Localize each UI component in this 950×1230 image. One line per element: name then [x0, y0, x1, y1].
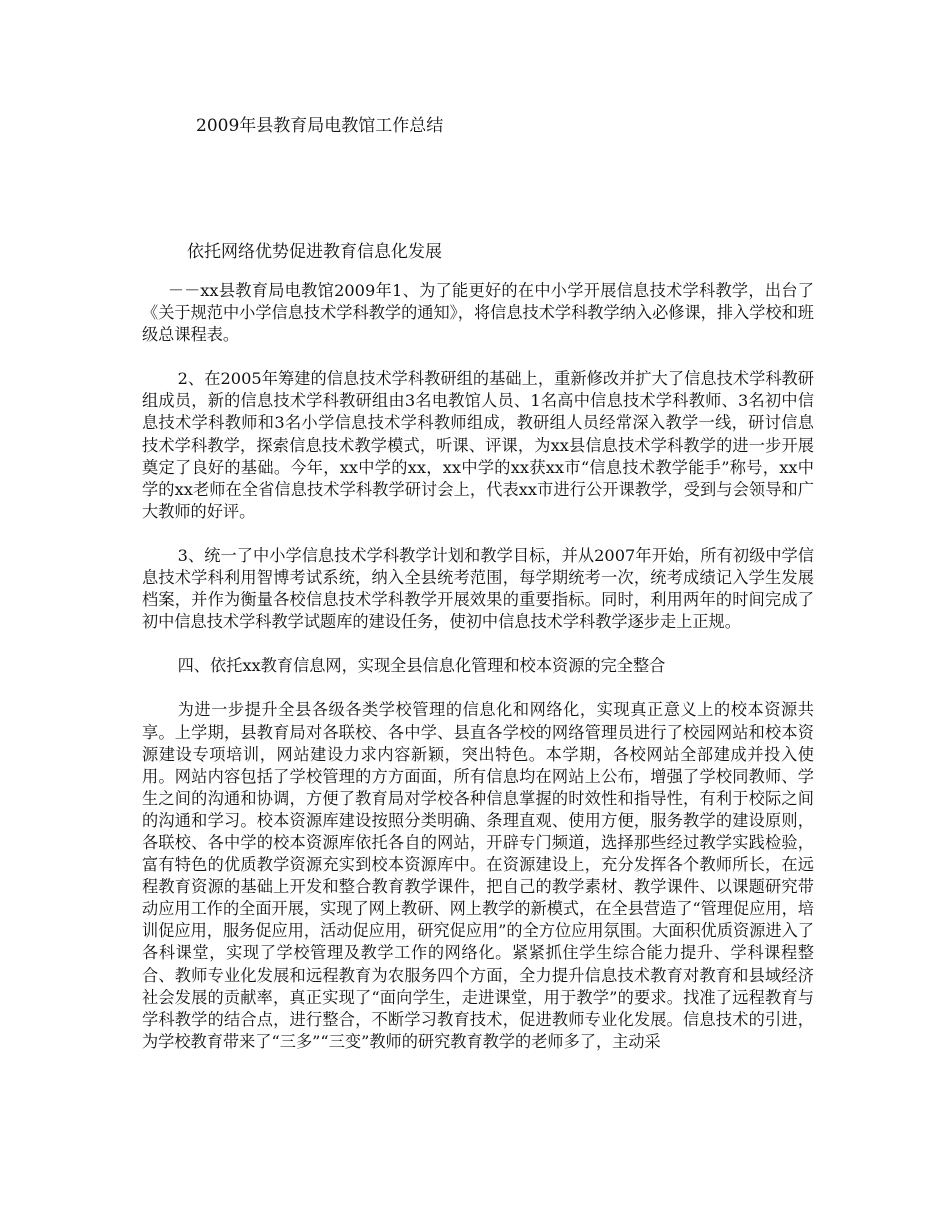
paragraph-intro: －－xx县教育局电教馆2009年1、为了能更好的在中小学开展信息技术学科教学，出台了《关于规范中小学信息技术学科教学的通知》，将信息技术学科教学纳入必修课，排入学校和班级总课程表。: [142, 281, 814, 345]
section-heading-4: 四、依托xx教育信息网，实现全县信息化管理和校本资源的完全整合: [177, 656, 666, 676]
document-body: [142, 280, 814, 1075]
paragraph-item-2: 2、在2005年筹建的信息技术学科教研组的基础上，重新修改并扩大了信息技术学科教研组成员，新的信息技术学科教研组由3名电教馆人员、1名高中信息技术学科教师、3名初中信息技术学科教师和3名小学信息技术学科教师组成，教研组人员经常深入教学一线，研讨信息技术学科教学，探索信息技术教学模式，听课、评课，为xx县信息技术学科教学的进一步开展奠定了良好的基础。今年，xx中学的xx，xx中学的xx获xx市“信息技术教学能手”称号，xx中学的xx老师在全省信息技术学科教学研讨会上，代表xx市进行公开课教学，受到与会领导和广大教师的好评。: [142, 369, 814, 521]
document-title: 2009年县教育局电教馆工作总结: [196, 116, 444, 136]
paragraph-section-4-body: 为进一步提升全县各级各类学校管理的信息化和网络化，实现真正意义上的校本资源共享。上学期，县教育局对各联校、各中学、县直各学校的网络管理员进行了校园网站和校本资源建设专项培训，网站建设力求内容新颖，突出特色。本学期，各校网站全部建成并投入使用。网站内容包括了学校管理的方方面面，所有信息均在网站上公布，增强了学校同教师、学生之间的沟通和协调，方便了教育局对学校各种信息掌握的时效性和指导性，有利于校际之间的沟通和学习。校本资源库建设按照分类明确、条理直观、使用方便，服务教学的建设原则，各联校、各中学的校本资源库依托各自的网站，开辟专门频道，选择那些经过教学实践检验，富有特色的优质教学资源充实到校本资源库中。在资源建设上，充分发挥各个教师所长，在远程教育资源的基础上开发和整合教育教学课件，把自己的教学素材、教学课件、以课题研究带动应用工作的全面开展，实现了网上教研、网上教学的新模式，在全县营造了“管理促应用，培训促应用，服务促应用，活动促应用，研究促应用”的全方位应用氛围。大面积优质资源进入了各科课堂，实现了学校管理及教学工作的网络化。紧紧抓住学生综合能力提升、学科课程整合、教师专业化发展和远程教育为农服务四个方面，全力提升信息技术教育对教育和县域经济社会发展的贡献率，真正实现了“面向学生，走进课堂，用于教学”的要求。找准了远程教育与学科教学的结合点，进行整合，不断学习教育技术，促进教师专业化发展。信息技术的引进，为学校教育带来了“三多”“三变”教师的研究教育教学的老师多了，主动采: [142, 700, 814, 1051]
document-subtitle: 依托网络优势促进教育信息化发展: [187, 242, 442, 262]
paragraph-item-3: 3、统一了中小学信息技术学科教学计划和教学目标，并从2007年开始，所有初级中学信息技术学科利用智博考试系统，纳入全县统考范围，每学期统考一次，统考成绩记入学生发展档案，并作为衡量各校信息技术学科教学开展效果的重要指标。同时，利用两年的时间完成了初中信息技术学科教学试题库的建设任务，使初中信息技术学科教学逐步走上正规。: [142, 545, 814, 632]
